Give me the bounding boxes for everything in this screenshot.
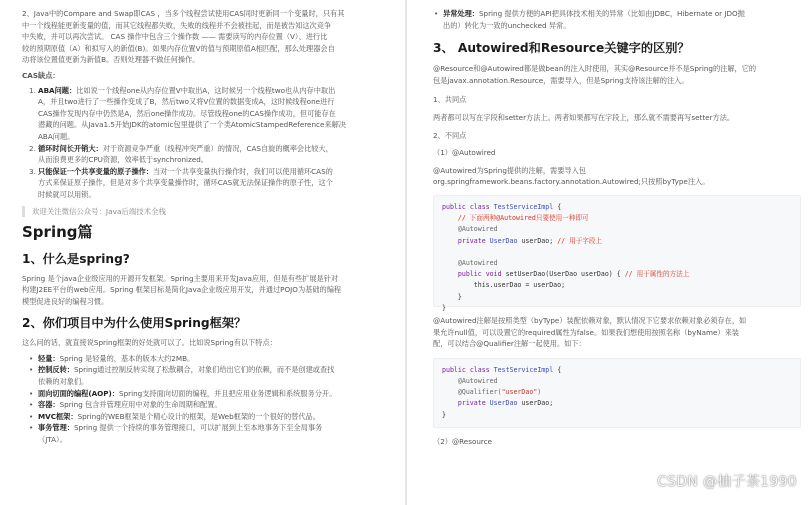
text-line: 构建J2EE平台的web应用。Spring 框架目标是简化Java企业级应用开发，并通过POJO为基础的编程 bbox=[22, 285, 342, 295]
point-text: 比如说一个线程one从内存位置V中取出A，这时候另一个线程two也从内存中取出 bbox=[76, 85, 336, 95]
point-title: 循环时间长开销大： bbox=[38, 143, 103, 153]
code-token: void bbox=[485, 270, 502, 279]
point-text: 从而浪费更多的CPU资源，效率低于synchronized。 bbox=[38, 155, 208, 165]
text-line: 包是javax.annotation.Resource，需要导入，但是Spring支持该注解的注入。 bbox=[433, 75, 689, 85]
feature-text: Spring的WEB框架是个精心设计的框架，是Web框架的一个很好的替代品。 bbox=[77, 411, 320, 421]
code-token: private bbox=[457, 399, 486, 408]
code-token: setUserDao(UserDao userDao) { bbox=[505, 270, 621, 279]
question-2-title: 2、你们项目中为什么使用Spring框架？ bbox=[22, 316, 247, 331]
exception-title: 异常处理： bbox=[443, 9, 479, 18]
point-text: 对于资源竞争严重（线程冲突严重）的情况，CAS自旋的概率会比较大， bbox=[102, 143, 333, 153]
right-page bbox=[413, 0, 809, 505]
feature-text: Spring 是轻量的，基本的版本大约2MB。 bbox=[59, 353, 195, 363]
point-number: 1. bbox=[29, 85, 36, 95]
code-token: this.userDao = userDao; bbox=[473, 281, 566, 290]
question-3-intro bbox=[433, 63, 801, 86]
text-line: @Resource和@Autowired都是做bean的注入时使用，其实@Resource并不是Spring的注解，它的 bbox=[433, 64, 757, 74]
code-block-qualifier bbox=[433, 358, 801, 428]
code-token: } bbox=[442, 410, 446, 419]
same-points-heading: 1、共同点 bbox=[433, 95, 467, 105]
bullet-icon: • bbox=[29, 388, 34, 398]
feature-title: MVC框架： bbox=[38, 411, 78, 421]
csdn-watermark: CSDN @柚子茶1990 bbox=[657, 474, 797, 490]
question-1-answer bbox=[22, 273, 398, 308]
text-line: @Autowired为Spring提供的注解，需要导入包 bbox=[433, 165, 586, 175]
code-string: "userDao" bbox=[501, 388, 538, 397]
code-token: class bbox=[469, 202, 490, 211]
cas-intro bbox=[22, 8, 398, 66]
feature-item bbox=[28, 422, 398, 445]
code-token: } bbox=[442, 303, 446, 312]
code-token: UserDao bbox=[489, 236, 518, 245]
text-line: Spring 是个java企业级应用的开源开发框架。Spring主要用来开发Java应用，但是有些扩展是针对 bbox=[22, 273, 339, 283]
question-1-title: 1、什么是spring? bbox=[22, 251, 130, 266]
text-line: @Autowired注解是按照类型（byType）装配依赖对象，默认情况下它要求依赖对象必须存在，如 bbox=[433, 315, 747, 325]
cas-drawbacks-list bbox=[22, 85, 398, 201]
feature-title: 事务管理： bbox=[38, 423, 74, 433]
point-title: ABA问题： bbox=[38, 85, 77, 95]
code-token: class bbox=[469, 365, 490, 374]
feature-text: 依赖的对象们。 bbox=[38, 377, 89, 387]
question-2-intro: 这么问的话，就直接说Spring框架的好处就可以了。比如说Spring有以下特点： bbox=[22, 338, 277, 348]
text-line: org.springframework.beans.factory.annotation.Autowired;只按照byType注入。 bbox=[433, 177, 710, 187]
code-token: private bbox=[457, 236, 486, 245]
code-token: { bbox=[557, 365, 562, 374]
feature-text: Spring通过控制反转实现了松散耦合，对象们给出它们的依赖，而不是创建或查找 bbox=[73, 365, 335, 375]
code-token: TestServiceImpl bbox=[493, 365, 554, 374]
diff-points-heading: 2、不同点 bbox=[433, 130, 467, 140]
code-annotation: @Autowired bbox=[457, 258, 498, 267]
code-token: TestServiceImpl bbox=[493, 202, 554, 211]
feature-text: （JTA）。 bbox=[38, 435, 67, 445]
code-token: public bbox=[442, 202, 466, 211]
resource-heading: （2）@Resource bbox=[433, 436, 493, 446]
point-text: 方式来保证原子操作，但是对多个共享变量操作时，循环CAS就无法保证操作的原子性，这个 bbox=[38, 178, 333, 188]
text-line: 配，可以结合@Qualifier注解一起使用。如下： bbox=[433, 339, 586, 349]
code-annotation: @Qualifier( bbox=[457, 388, 502, 397]
feature-item bbox=[28, 399, 398, 411]
code-token: public bbox=[442, 365, 466, 374]
code-token: UserDao bbox=[489, 399, 518, 408]
autowired-bytype-description bbox=[433, 315, 801, 350]
bullet-icon: • bbox=[29, 400, 34, 410]
point-text: CAS操作发现内存中仍然是A，然后one操作成功。尽管线程one的CAS操作成功，但可能存在 bbox=[38, 108, 336, 118]
exception-item bbox=[433, 8, 801, 31]
code-token: userDao; bbox=[521, 399, 554, 408]
cas-point bbox=[28, 143, 398, 166]
code-block-autowired bbox=[433, 195, 801, 312]
feature-item bbox=[28, 353, 398, 365]
point-text: 时候就可以用锁。 bbox=[38, 189, 96, 199]
bullet-icon: • bbox=[29, 365, 34, 375]
point-text: 潜藏的问题。从Java1.5开始JDK的atomic包里提供了一个类AtomicStampedReference来解决 bbox=[38, 120, 346, 130]
exception-text: 出的）转化为一致的unchecked 异常。 bbox=[443, 20, 571, 30]
code-token: userDao; bbox=[521, 236, 554, 245]
point-text: A，并且two进行了一些操作变成了B，然后two又将V位置的数据变成A，这时候线程one进行 bbox=[38, 97, 335, 107]
code-comment: // 下面两种@Autowired只要使用一种即可 bbox=[457, 214, 589, 223]
bullet-icon: • bbox=[29, 423, 34, 433]
autowired-description bbox=[433, 165, 801, 188]
point-number: 3. bbox=[29, 166, 36, 176]
code-annotation: ) bbox=[537, 388, 542, 397]
bullet-icon: • bbox=[29, 353, 34, 363]
point-number: 2. bbox=[29, 143, 36, 153]
text-line: 模型促进良好的编程习惯。 bbox=[22, 296, 109, 306]
text-line: 动将该位置值更新为新值B。否则处理器不做任何操作。 bbox=[22, 55, 200, 65]
code-annotation: @Autowired bbox=[457, 376, 498, 385]
exception-text: Spring 提供方便的API把具体技术相关的异常（比如由JDBC，Hibernate or JDO抛 bbox=[478, 9, 745, 18]
feature-title: 容器： bbox=[38, 400, 60, 410]
code-comment: // 用于属性的方法上 bbox=[624, 270, 690, 279]
left-page bbox=[0, 0, 404, 505]
feature-item bbox=[28, 388, 398, 400]
text-line: 果允许null值，可以设置它的required属性为false。如果我们想使用按照名称（byName）来装 bbox=[433, 327, 739, 337]
code-annotation: @Autowired bbox=[457, 225, 498, 234]
code-token: public bbox=[457, 270, 482, 279]
page-divider bbox=[405, 0, 407, 505]
autowired-heading: （1）@Autowired bbox=[433, 148, 496, 158]
text-line: 中一个线程能更新变量的值，而其它线程都失败，失败的线程并不会被挂起，而是被告知这次竞争 bbox=[22, 20, 332, 30]
cas-drawbacks-heading: CAS缺点： bbox=[22, 70, 60, 80]
point-text: ABA问题。 bbox=[38, 131, 75, 141]
point-text: 当对一个共享变量执行操作时，我们可以使用循环CAS的 bbox=[153, 166, 333, 176]
text-line: 中失败，并可以再次尝试。 CAS 操作中包含三个操作数 —— 需要读写的内存位置（V）、进行比 bbox=[22, 32, 328, 42]
feature-title: 面向切面的编程(AOP)： bbox=[38, 388, 120, 398]
point-title: 只能保证一个共享变量的原子操作： bbox=[38, 166, 154, 176]
spring-section-title: Spring篇 bbox=[22, 222, 93, 241]
wechat-quote: 欢迎关注微信公众号：Java后端技术全栈 bbox=[22, 206, 398, 217]
text-line: 较的预期原值（A）和拟写入的新值(B)。如果内存位置V的值与预期原值A相匹配，那么处理器会自 bbox=[22, 43, 335, 53]
code-comment: // 用于字段上 bbox=[557, 236, 603, 245]
feature-item bbox=[28, 364, 398, 387]
same-points-text: 两者都可以写在字段和setter方法上。两者如果都写在字段上，那么就不需要再写setter方法。 bbox=[433, 112, 735, 122]
code-token: { bbox=[557, 202, 562, 211]
bullet-icon: • bbox=[29, 411, 34, 421]
feature-item bbox=[28, 411, 398, 423]
feature-text: Spring支持面向切面的编程，并且把应用业务逻辑和系统服务分开。 bbox=[119, 388, 337, 398]
code-token: } bbox=[457, 292, 462, 301]
cas-point bbox=[28, 85, 398, 143]
feature-text: Spring 提供一个持续的事务管理接口，可以扩展到上至本地事务下至全局事务 bbox=[73, 423, 323, 433]
feature-title: 轻量： bbox=[38, 353, 60, 363]
cas-point bbox=[28, 166, 398, 201]
question-3-title: 3、 Autowired和Resource关键字的区别？ bbox=[433, 41, 690, 56]
bullet-icon: • bbox=[434, 9, 439, 18]
text-line: 2、Java中的Compare and Swap即CAS ，当多个线程尝试使用CAS同时更新同一个变量时，只有其 bbox=[22, 9, 345, 18]
spring-features-list bbox=[22, 353, 398, 446]
feature-text: Spring 包含并管理应用中对象的生命周期和配置。 bbox=[59, 400, 222, 410]
feature-title: 控制反转： bbox=[38, 365, 74, 375]
